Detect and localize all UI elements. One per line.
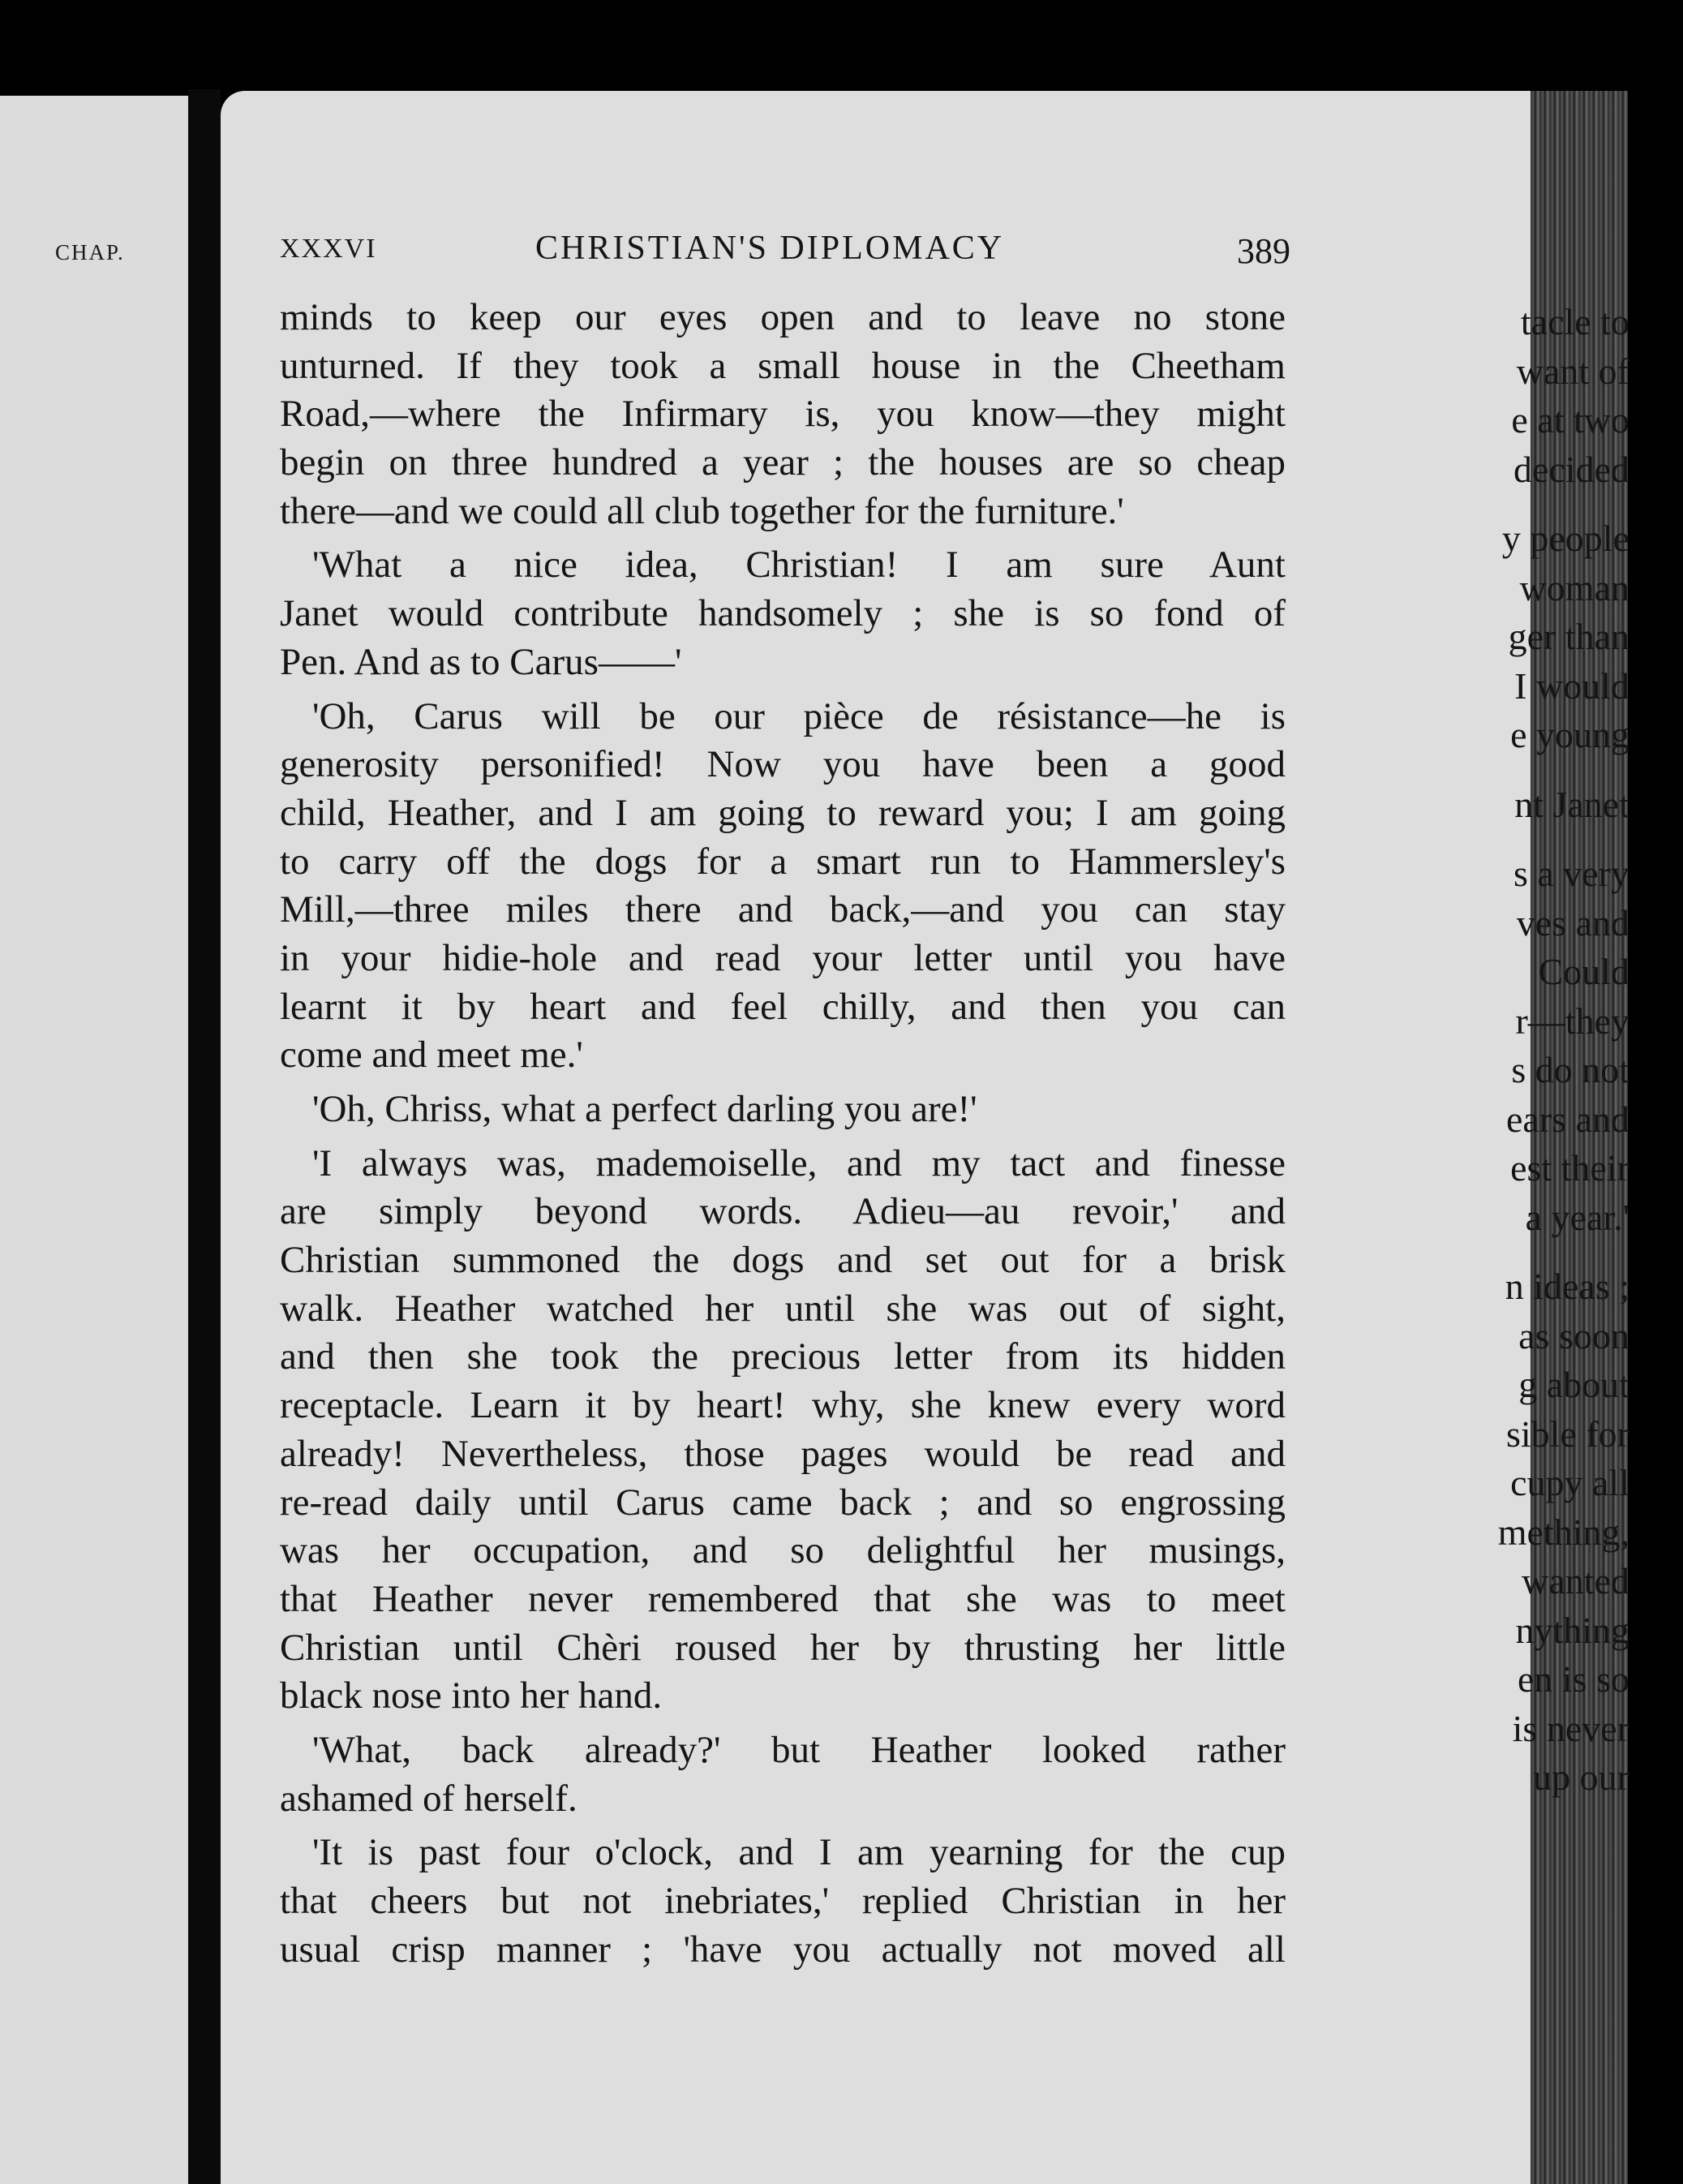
left-page-header: CHAP. — [55, 240, 125, 264]
left-page-line: woman — [1519, 566, 1629, 608]
text-line: are simply beyond words. Adieu—au revoir,' and — [280, 1190, 1286, 1233]
text-line: Christian summoned the dogs and set out for a brisk — [280, 1239, 1286, 1282]
left-page-line: is never — [1512, 1707, 1629, 1749]
left-page-line: want of — [1516, 350, 1629, 392]
left-page-line: nything — [1515, 1609, 1629, 1651]
left-page-line: y people — [1501, 518, 1629, 559]
page-number: 389 — [1237, 231, 1290, 271]
body-text — [280, 294, 1286, 1974]
left-page-line: s a very — [1513, 853, 1629, 894]
text-line: there—and we could all club together for the furniture.' — [280, 489, 1124, 532]
text-line: walk. Heather watched her until she was out of sight, — [280, 1287, 1286, 1330]
left-page-line: ves and — [1516, 901, 1629, 944]
left-page-line: decided — [1513, 448, 1629, 490]
text-line: Mill,—three miles there and back,—and you can stay — [280, 888, 1286, 931]
left-page-line: en is so — [1518, 1658, 1629, 1700]
text-line: to carry off the dogs for a smart run to Hammersley's — [280, 840, 1286, 883]
left-page-line: e at two — [1511, 399, 1629, 441]
left-page — [0, 96, 188, 2184]
left-page-line: I would — [1514, 664, 1629, 707]
text-line: Pen. And as to Carus——' — [280, 640, 682, 683]
text-line: unturned. If they took a small house in the Cheetham — [280, 344, 1286, 387]
left-page-line: a year.' — [1525, 1196, 1629, 1238]
left-page-line: ears and — [1506, 1098, 1629, 1140]
paragraph-gap — [280, 687, 1286, 693]
text-line: that cheers but not inebriates,' replied Christian in her — [280, 1880, 1286, 1922]
paragraph-gap — [280, 535, 1286, 541]
text-line: 'What, back already?' but Heather looked rather — [312, 1728, 1286, 1771]
left-page-line: est their — [1510, 1147, 1629, 1189]
text-line: receptacle. Learn it by heart! why, she knew every word — [280, 1384, 1286, 1427]
left-page-line: up our — [1533, 1756, 1629, 1798]
text-line: and then she took the precious letter from its hidden — [280, 1335, 1286, 1378]
text-line: Christian until Chèri roused her by thrusting her little — [280, 1626, 1286, 1669]
text-line: usual crisp manner ; 'have you actually not moved all — [280, 1928, 1286, 1971]
left-page-line: ger than — [1508, 616, 1629, 657]
text-line: 'What a nice idea, Christian! I am sure Aunt — [312, 544, 1286, 587]
left-page-line: g about — [1518, 1364, 1629, 1405]
text-line: child, Heather, and I am going to reward you; I am going — [280, 791, 1286, 834]
text-line: come and meet me.' — [280, 1034, 583, 1077]
left-page-line: as soon — [1518, 1314, 1629, 1356]
left-page-line: mething, — [1497, 1511, 1629, 1553]
text-line: re-read daily until Carus came back ; and so engrossing — [280, 1481, 1286, 1524]
paragraph-gap — [280, 1721, 1286, 1726]
text-line: minds to keep our eyes open and to leave no stone — [280, 296, 1286, 338]
text-line: generosity personified! Now you have been a good — [280, 743, 1286, 786]
text-line: begin on three hundred a year ; the houses are so cheap — [280, 441, 1286, 484]
left-page-line: cupy all — [1510, 1462, 1629, 1503]
paragraph-gap — [280, 1823, 1286, 1829]
scan-border — [1628, 73, 1683, 2184]
left-page-line: Could — [1538, 951, 1629, 992]
text-line: 'Oh, Carus will be our pièce de résistance—he is — [312, 694, 1286, 737]
text-line: black nose into her hand. — [280, 1675, 663, 1718]
text-line: in your hidie-hole and read your letter until you have — [280, 936, 1286, 979]
running-title: CHRISTIAN'S DIPLOMACY — [535, 230, 1005, 267]
text-line: already! Nevertheless, those pages would be read and — [280, 1432, 1286, 1475]
left-page-line: e young — [1510, 714, 1629, 755]
paragraph-gap — [280, 1080, 1286, 1086]
left-page-line: sible for — [1505, 1412, 1629, 1455]
text-line: 'It is past four o'clock, and I am yearning for the cup — [312, 1831, 1286, 1874]
book-gutter — [188, 89, 221, 2184]
text-line: was her occupation, and so delightful her musings, — [280, 1529, 1286, 1572]
left-page-line: s do not — [1511, 1049, 1629, 1090]
text-line: learnt it by heart and feel chilly, and then you can — [280, 985, 1286, 1028]
text-line: that Heather never remembered that she was to meet — [280, 1577, 1286, 1620]
text-line: ashamed of herself. — [280, 1777, 577, 1820]
paragraph-gap — [280, 1134, 1286, 1140]
text-line: Janet would contribute handsomely ; she is so fond of — [280, 592, 1286, 635]
text-line: Road,—where the Infirmary is, you know—they might — [280, 393, 1286, 436]
left-page-line: tacle to — [1520, 301, 1629, 342]
text-line: 'I always was, mademoiselle, and my tact and finesse — [312, 1141, 1286, 1184]
text-line: 'Oh, Chriss, what a perfect darling you are!' — [312, 1088, 977, 1130]
left-page-line: r—they — [1515, 1000, 1629, 1042]
left-page-line: wanted — [1522, 1560, 1629, 1601]
chapter-number: XXXVI — [280, 234, 377, 264]
left-page-line: nt Janet — [1514, 783, 1629, 825]
left-page-line: n ideas ; — [1505, 1266, 1629, 1307]
